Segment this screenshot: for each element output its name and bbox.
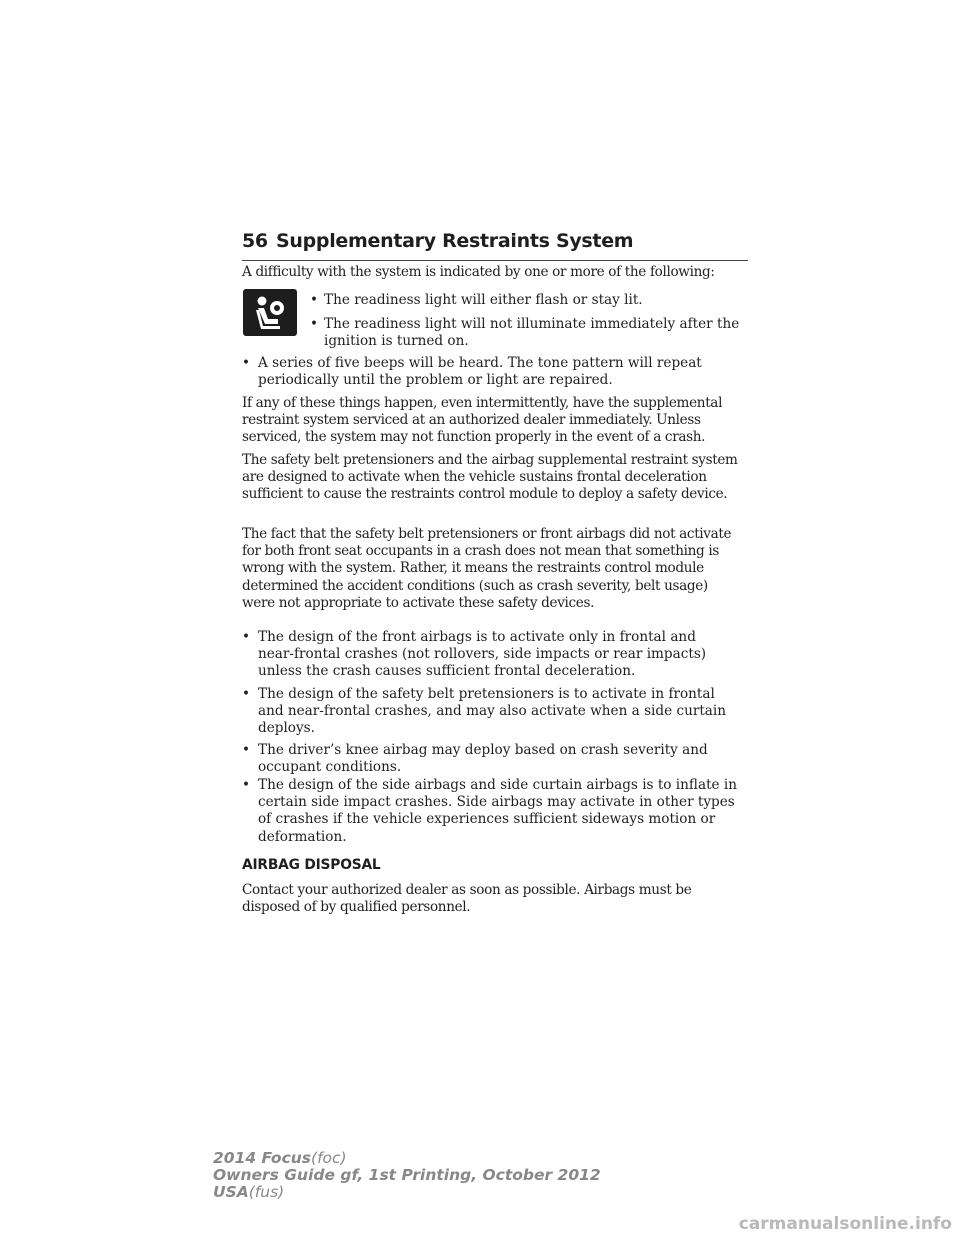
icon-bullet-1: The readiness light will either flash or stay lit. xyxy=(324,292,643,308)
bullet-marker: • xyxy=(242,777,251,793)
list-item: The design of the front airbags is to activate only in frontal and near-frontal crashes (not rollovers, side impacts or rear impacts) unless the crash causes sufficient frontal deceleration. xyxy=(258,629,707,680)
bullet-marker: • xyxy=(242,629,251,645)
footer-model-code: (foc) xyxy=(311,1149,347,1167)
bullet-marker: • xyxy=(310,316,319,332)
list-item: The driver’s knee airbag may deploy based on crash severity and occupant conditions. xyxy=(258,742,708,776)
footer-line-3 xyxy=(213,1184,284,1201)
footer-market-code: (fus) xyxy=(248,1183,285,1201)
footer-line-1 xyxy=(213,1150,347,1167)
bullet-marker: • xyxy=(242,686,251,702)
bullet-marker: • xyxy=(242,355,251,371)
list-item: The design of the side airbags and side curtain airbags is to inflate in certain side impact crashes. Side airbags may activate in other types of crashes if the vehicle experiences sufficient sideways motion or deformation. xyxy=(258,777,738,845)
paragraph: The fact that the safety belt pretensioners or front airbags did not activate for both front seat occupants in a crash does not mean that something is wrong with the system. Rather, it means the restraints control module determined the accident conditions (such as crash severity, belt usage) were not appropriate to activate these safety devices. xyxy=(242,526,732,611)
header-rule xyxy=(242,260,748,261)
watermark: carmanualsonline.info xyxy=(738,1214,952,1234)
list-item: The design of the safety belt pretensioners is to activate in frontal and near-frontal crashes, and may also activate when a side curtain deploys. xyxy=(258,686,727,737)
airbag-warning-icon xyxy=(243,289,297,336)
page-number: 56 xyxy=(242,230,268,252)
icon-bullet-2: The readiness light will not illuminate immediately after the ignition is turned on. xyxy=(324,316,740,350)
paragraph: The safety belt pretensioners and the airbag supplemental restraint system are designed to activate when the vehicle sustains frontal deceleration sufficient to cause the restraints control module to deploy a safety device. xyxy=(242,452,738,503)
chapter-title: Supplementary Restraints System xyxy=(276,230,634,252)
bullet-marker: • xyxy=(310,292,319,308)
footer-line-2 xyxy=(213,1167,601,1184)
footer-edition: Owners Guide gf, 1st Printing, October 2012 xyxy=(213,1166,601,1184)
bullet-marker: • xyxy=(242,742,251,758)
footer-market: USA xyxy=(213,1183,249,1201)
page-header xyxy=(242,230,748,262)
section-heading: AIRBAG DISPOSAL xyxy=(242,857,381,873)
section-body: Contact your authorized dealer as soon as possible. Airbags must be disposed of by qualified personnel. xyxy=(242,882,692,916)
beeps-bullet: A series of five beeps will be heard. The tone pattern will repeat periodically until the problem or light are repaired. xyxy=(258,355,702,389)
footer-model: 2014 Focus xyxy=(213,1149,312,1167)
airbag-seated-person-icon xyxy=(243,289,297,336)
intro-text: A difficulty with the system is indicated by one or more of the following: xyxy=(242,264,715,280)
paragraph: If any of these things happen, even intermittently, have the supplemental restraint system serviced at an authorized dealer immediately. Unless serviced, the system may not function properly in the event of a crash. xyxy=(242,395,723,446)
